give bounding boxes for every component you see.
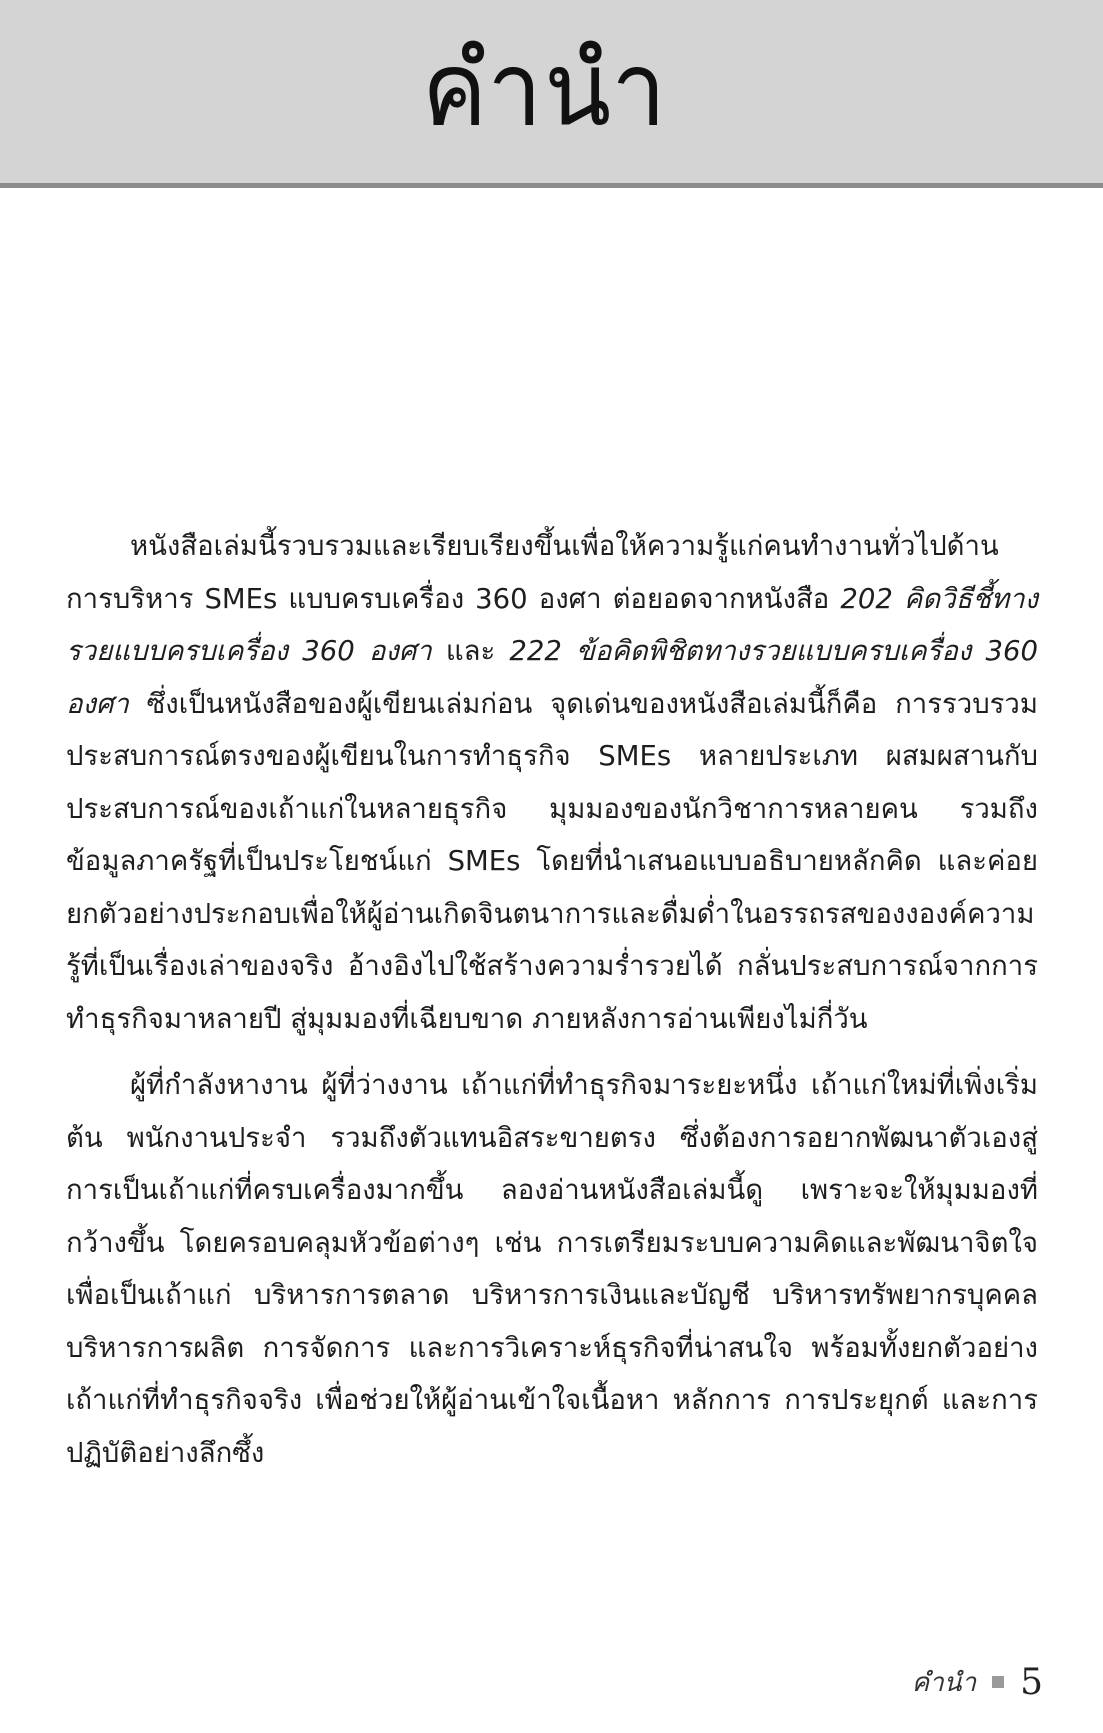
paragraph-1-text-a: หนังสือเล่มนี้รวบรวมและเรียบเรียงขึ้นเพื่อให้ความรู้แก่คนทำงานทั่วไปด้านการบริหาร SMEs แบบครบเครื่อง 360 องศา ต่อยอดจากหนังสือ: [66, 530, 999, 615]
paragraph-1: [66, 520, 1038, 1045]
paragraph-1-text-b: ซึ่งเป็นหนังสือของผู้เขียนเล่มก่อน จุดเด่นของหนังสือเล่มนี้ก็คือ การรวบรวมประสบการณ์ตรงของผู้เขียนในการทำธุรกิจ SMEs หลายประเภท ผสมผสานกับประสบการณ์ของเถ้าแก่ในหลายธุรกิจ มุมมองของนักวิชาการหลายคน รวมถึงข้อมูลภาครัฐที่เป็นประโยชน์แก่ SMEs โดยที่นำเสนอแบบอธิบายหลักคิด และค่อยยกตัวอย่างประกอบเพื่อให้ผู้อ่านเกิดจินตนาการและดื่มด่ำในอรรถรสของงองค์ความรู้ที่เป็นเรื่องเล่าของจริง อ้างอิงไปใช้สร้างความร่ำรวยได้ กลั่นประสบการณ์จากการทำธุรกิจมาหลายปี สู่มุมมองที่เฉียบขาด ภายหลังการอ่านเพียงไม่กี่วัน: [66, 687, 1038, 1035]
paragraph-1-conjunction: และ: [431, 635, 510, 667]
body-text: [66, 520, 1038, 1479]
page-footer: [912, 1660, 1043, 1704]
footer-section-label: คำนำ: [911, 1667, 977, 1698]
page-title: คำนำ: [421, 30, 669, 150]
book-title-2: 222 ข้อคิดพิชิตทางรวยแบบครบเครื่อง 360 องศา: [66, 635, 1038, 720]
footer-square-icon: [992, 1676, 1004, 1688]
paragraph-2: ผู้ที่กำลังหางาน ผู้ที่ว่างงาน เถ้าแก่ที่ทำธุรกิจมาระยะหนึ่ง เถ้าแก่ใหม่ที่เพิ่งเริ่มต้น พนักงานประจำ รวมถึงตัวแทนอิสระขายตรง ซึ่งต้องการอยากพัฒนาตัวเองสู่การเป็นเถ้าแก่ที่ครบเครื่องมากขึ้น ลองอ่านหนังสือเล่มนี้ดู เพราะจะให้มุมมองที่กว้างขึ้น โดยครอบคลุมหัวข้อต่างๆ เช่น การเตรียมระบบความคิดและพัฒนาจิตใจเพื่อเป็นเถ้าแก่ บริหารการตลาด บริหารการเงินและบัญชี บริหารทรัพยากรบุคคล บริหารการผลิต การจัดการ และการวิเคราะห์ธุรกิจที่น่าสนใจ พร้อมทั้งยกตัวอย่างเถ้าแก่ที่ทำธุรกิจจริง เพื่อช่วยให้ผู้อ่านเข้าใจเนื้อหา หลักการ การประยุกต์ และการปฏิบัติอย่างลึกซึ้ง: [66, 1069, 1038, 1469]
page-number: 5: [1020, 1661, 1043, 1703]
header-band: [0, 0, 1103, 188]
book-title-1: 202 คิดวิธีชี้ทางรวยแบบครบเครื่อง 360 องศา: [66, 582, 1039, 667]
